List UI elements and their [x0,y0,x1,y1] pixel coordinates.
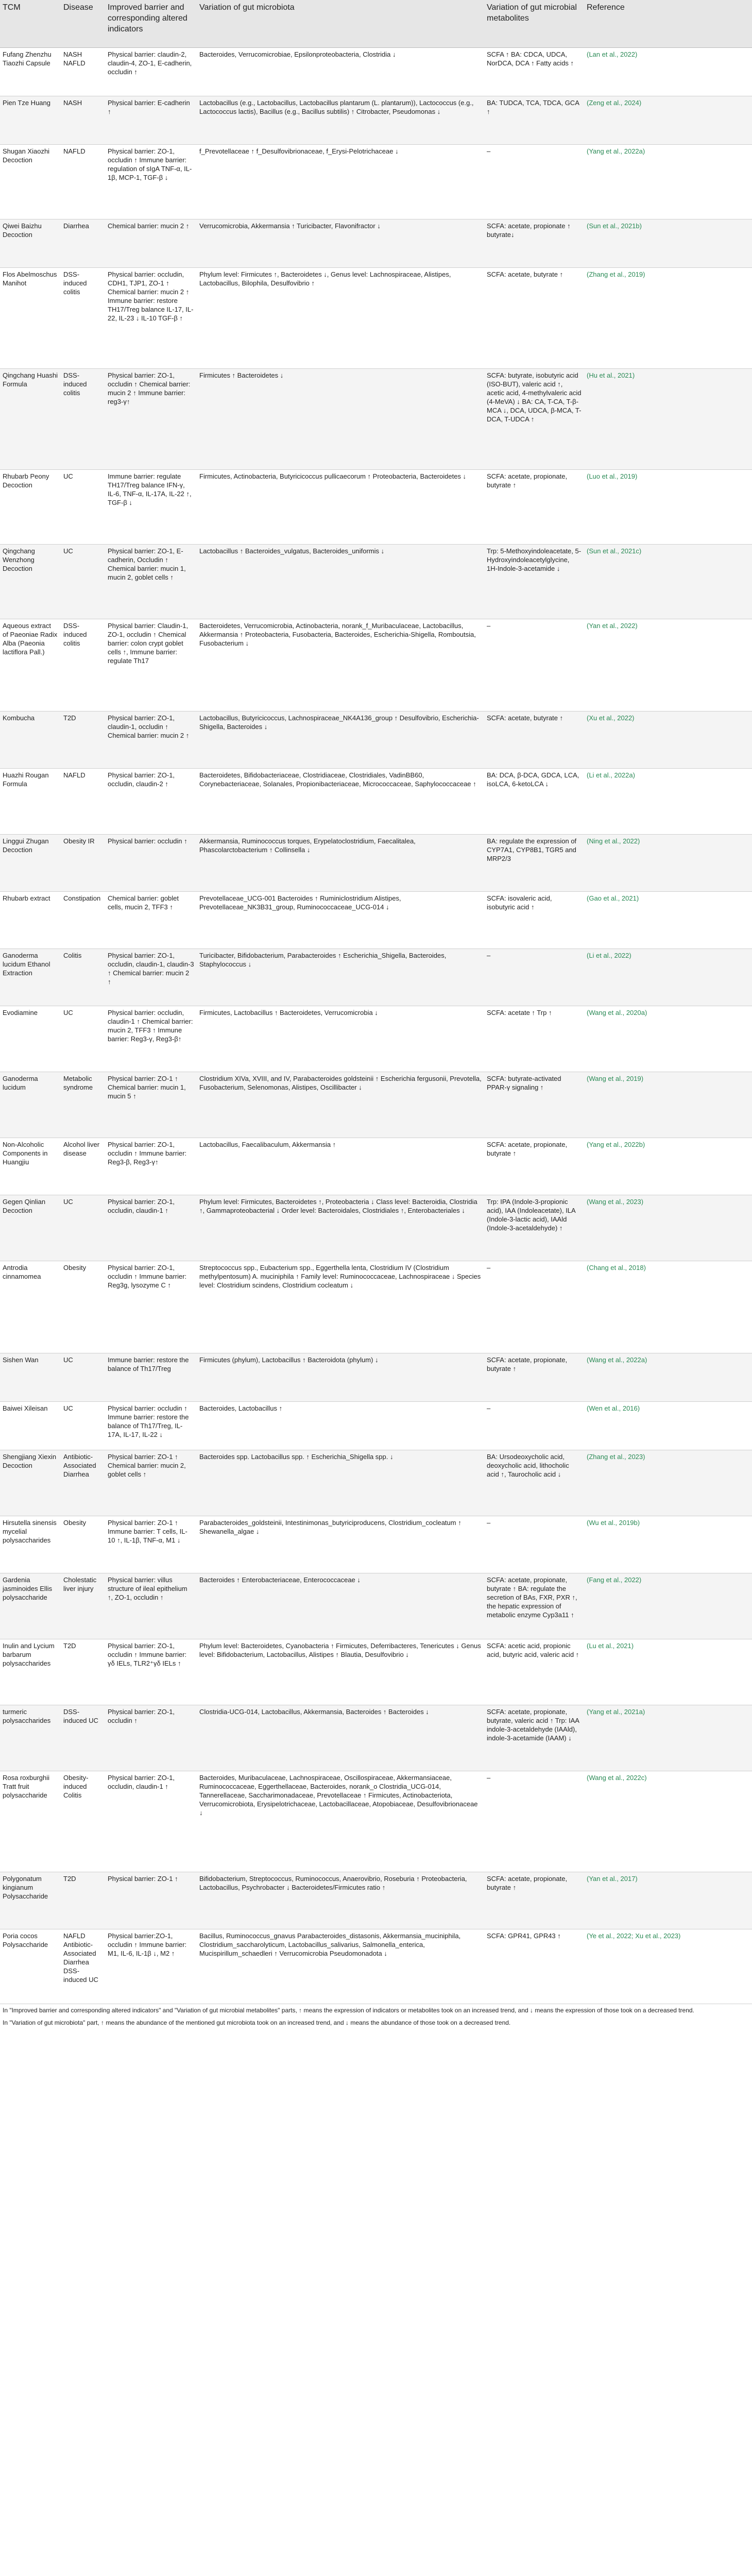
cell-microbiota: Parabacteroides_goldsteinii, Intestinimonas_butyriciproducens, Clostridium_cocleatum ↑ Shewanella_algae ↓ [197,1516,484,1573]
cell-reference[interactable]: (Wu et al., 2019b) [584,1516,752,1573]
cell-microbiota: Verrucomicrobia, Akkermansia ↑ Turicibacter, Flavonifractor ↓ [197,219,484,268]
table-row [0,892,752,949]
cell-metabolites: Trp: 5-Methoxyindoleacetate, 5-Hydroxyindoleacetylglycine, 1H-Indole-3-acetamide ↓ [484,545,584,619]
cell-metabolites: BA: TUDCA, TCA, TDCA, GCA ↑ [484,96,584,145]
cell-tcm: Shugan Xiaozhi Decoction [0,145,61,219]
cell-tcm: Rhubarb Peony Decoction [0,470,61,545]
cell-microbiota: Firmicutes, Lactobacillus ↑ Bacteroidetes, Verrucomicrobia ↓ [197,1006,484,1072]
cell-barrier: Chemical barrier: goblet cells, mucin 2, TFF3 ↑ [105,892,197,949]
table-row [0,1195,752,1261]
table-row [0,949,752,1006]
cell-metabolites: SCFA: acetic acid, propionic acid, butyric acid, valeric acid ↑ [484,1639,584,1705]
cell-disease: UC [61,1195,105,1261]
cell-tcm: Inulin and Lycium barbarum polysaccharides [0,1639,61,1705]
cell-microbiota: Phylum level: Bacteroidetes, Cyanobacteria ↑ Firmicutes, Deferribacteres, Tenericutes ↓ Genus level: Bifidobacterium, Lactobacillus, Alistipes ↑ Blautia, Desulfovibrio ↓ [197,1639,484,1705]
table-row [0,1072,752,1138]
cell-microbiota: Bacillus, Ruminococcus_gnavus Parabacteroides_distasonis, Akkermansia_muciniphila, Clostridium_saccharolyticum, Lactobacillus_salivarius, Salmonella_enterica, Mucispirillum_schaedleri ↑ Verrucomicrobia Pseudomonadota ↓ [197,1929,484,2004]
table-row [0,1450,752,1516]
table-row [0,1353,752,1402]
cell-reference[interactable]: (Sun et al., 2021b) [584,219,752,268]
table-row [0,1006,752,1072]
cell-tcm: Qiwei Baizhu Decoction [0,219,61,268]
header-metabolites: Variation of gut microbial metabolites [484,0,584,48]
cell-metabolites: BA: regulate the expression of CYP7A1, CYP8B1, TGR5 and MRP2/3 [484,835,584,892]
cell-barrier: Physical barrier: occludin, CDH1, TJP1, ZO-1 ↑ Chemical barrier: mucin 2 ↑ Immune barrier: restore TH17/Treg balance IL-17, IL-22, IL-23 ↓ IL-10 TGF-β ↑ [105,268,197,369]
cell-microbiota: f_Prevotellaceae ↑ f_Desulfovibrionaceae, f_Erysi-Pelotrichaceae ↓ [197,145,484,219]
cell-microbiota: Lactobacillus ↑ Bacteroides_vulgatus, Bacteroides_uniformis ↓ [197,545,484,619]
cell-tcm: Ganoderma lucidum Ethanol Extraction [0,949,61,1006]
cell-barrier: Physical barrier: ZO-1 ↑ Chemical barrier: mucin 1, mucin 5 ↑ [105,1072,197,1138]
cell-reference[interactable]: (Li et al., 2022a) [584,769,752,835]
cell-disease: Constipation [61,892,105,949]
cell-tcm: Gardenia jasminoides Ellis polysaccharide [0,1573,61,1639]
table-row [0,1516,752,1573]
cell-metabolites: SCFA: acetate, butyrate ↑ [484,268,584,369]
cell-metabolites: SCFA: acetate, propionate, butyrate ↑ [484,1138,584,1195]
table-note-2: In "Variation of gut microbiota" part, ↑ means the abundance of the mentioned gut microbiota took on an increased trend, and ↓ means the abundance of those took on a decreased trend. [3,2019,511,2026]
cell-reference[interactable]: (Yang et al., 2021a) [584,1705,752,1771]
cell-metabolites: – [484,1516,584,1573]
cell-tcm: Huazhi Rougan Formula [0,769,61,835]
cell-disease: DSS-induced UC [61,1705,105,1771]
header-barrier: Improved barrier and corresponding altered indicators [105,0,197,48]
header-reference: Reference [584,0,752,48]
cell-tcm: Baiwei Xileisan [0,1402,61,1450]
cell-microbiota: Bacteroides, Verrucomicrobiae, Epsilonproteobacteria, Clostridia ↓ [197,48,484,96]
cell-reference[interactable]: (Yang et al., 2022b) [584,1138,752,1195]
cell-tcm: Antrodia cinnamomea [0,1261,61,1353]
cell-metabolites: SCFA: butyrate, isobutyric acid (ISO-BUT), valeric acid ↑, acetic acid, 4-methylvaleric acid (4-MeVA) ↓ BA: CA, T-CA, T-β-MCA ↓, DCA, UDCA, β-MCA, T-DCA, T-UDCA ↑ [484,369,584,470]
table-header-row [0,0,752,48]
cell-tcm: Kombucha [0,711,61,769]
table-row [0,369,752,470]
cell-reference[interactable]: (Luo et al., 2019) [584,470,752,545]
cell-microbiota: Phylum level: Firmicutes, Bacteroidetes ↑, Proteobacteria ↓ Class level: Bacteroidia, Clostridia ↑, Gammaproteobacterial ↓ Order level: Bacteroidales, Clostridiales ↑, Enterobacteriales ↓ [197,1195,484,1261]
cell-microbiota: Bacteroides, Lactobacillus ↑ [197,1402,484,1450]
cell-microbiota: Clostridia-UCG-014, Lactobacillus, Akkermansia, Bacteroides ↑ Bacteroides ↓ [197,1705,484,1771]
cell-barrier: Physical barrier: ZO-1 ↑ Immune barrier: T cells, IL-10 ↑, IL-1β, TNF-α, M1 ↓ [105,1516,197,1573]
header-microbiota: Variation of gut microbiota [197,0,484,48]
table-row [0,1138,752,1195]
cell-microbiota: Bifidobacterium, Streptococcus, Ruminococcus, Anaerovibrio, Roseburia ↑ Proteobacteria, Lactobacillus, Psychrobacter ↓ Bacteroidetes/Firmicutes ratio ↑ [197,1872,484,1929]
cell-reference[interactable]: (Ning et al., 2022) [584,835,752,892]
cell-tcm: Sishen Wan [0,1353,61,1402]
cell-metabolites: SCFA: acetate, propionate, butyrate ↑ [484,470,584,545]
cell-barrier: Immune barrier: restore the balance of Th17/Treg [105,1353,197,1402]
cell-tcm: Gegen Qinlian Decoction [0,1195,61,1261]
cell-microbiota: Clostridium XIVa, XVIII, and IV, Parabacteroides goldsteinii ↑ Escherichia fergusonii, Prevotella, Fusobacterium, Selenomonas, Alistipes, Oscillibacter ↓ [197,1072,484,1138]
cell-reference[interactable]: (Wang et al., 2019) [584,1072,752,1138]
cell-metabolites: SCFA: acetate, butyrate ↑ [484,711,584,769]
cell-metabolites: – [484,1261,584,1353]
cell-disease: UC [61,545,105,619]
cell-barrier: Physical barrier: ZO-1, occludin, claudin-1 ↑ [105,1195,197,1261]
cell-metabolites: SCFA: acetate ↑ Trp ↑ [484,1006,584,1072]
cell-tcm: Ganoderma lucidum [0,1072,61,1138]
cell-metabolites: SCFA: acetate, propionate, butyrate ↑ [484,1872,584,1929]
cell-tcm: Aqueous extract of Paeoniae Radix Alba (Paeonia lactiflora Pall.) [0,619,61,711]
cell-microbiota: Bacteroides ↑ Enterobacteriaceae, Enterococcaceae ↓ [197,1573,484,1639]
cell-disease: T2D [61,711,105,769]
cell-microbiota: Lactobacillus, Faecalibaculum, Akkermansia ↑ [197,1138,484,1195]
cell-reference[interactable]: (Wang et al., 2022c) [584,1771,752,1872]
table-row [0,1705,752,1771]
cell-microbiota: Phylum level: Firmicutes ↑, Bacteroidetes ↓, Genus level: Lachnospiraceae, Alistipes, Lactobacillus, Bilophila, Desulfovibrio ↑ [197,268,484,369]
cell-reference[interactable]: (Fang et al., 2022) [584,1573,752,1639]
cell-reference[interactable]: (Hu et al., 2021) [584,369,752,470]
cell-microbiota: Firmicutes, Actinobacteria, Butyricicoccus pullicaecorum ↑ Proteobacteria, Bacteroidetes ↓ [197,470,484,545]
cell-disease: NAFLD [61,145,105,219]
cell-reference[interactable]: (Yan et al., 2017) [584,1872,752,1929]
cell-reference[interactable]: (Zeng et al., 2024) [584,96,752,145]
cell-reference[interactable]: (Ye et al., 2022; Xu et al., 2023) [584,1929,752,2004]
cell-reference[interactable]: (Sun et al., 2021c) [584,545,752,619]
cell-disease: Obesity [61,1516,105,1573]
table-row [0,619,752,711]
cell-disease: UC [61,1402,105,1450]
cell-reference[interactable]: (Lan et al., 2022) [584,48,752,96]
cell-tcm: Shengjiang Xiexin Decoction [0,1450,61,1516]
cell-disease: UC [61,1353,105,1402]
cell-disease: Alcohol liver disease [61,1138,105,1195]
cell-microbiota: Bacteroides spp. Lactobacillus spp. ↑ Escherichia_Shigella spp. ↓ [197,1450,484,1516]
cell-tcm: turmeric polysaccharides [0,1705,61,1771]
table-row [0,1639,752,1705]
cell-barrier: Physical barrier: claudin-2, claudin-4, ZO-1, E-cadherin, occludin ↑ [105,48,197,96]
cell-disease: Colitis [61,949,105,1006]
cell-barrier: Physical barrier: ZO-1, occludin ↑ Chemical barrier: mucin 2 ↑ Immune barrier: reg3-γ↑ [105,369,197,470]
cell-microbiota: Bacteroidetes, Bifidobacteriaceae, Clostridiaceae, Clostridiales, VadinBB60, Corynebacteriaceae, Solanales, Propionibacteriaceae, Micrococcaceae, Saphylococcaceae ↑ [197,769,484,835]
cell-barrier: Physical barrier: villus structure of ileal epithelium ↑, ZO-1, occludin ↑ [105,1573,197,1639]
table-row [0,1573,752,1639]
cell-metabolites: – [484,145,584,219]
cell-disease: Metabolic syndrome [61,1072,105,1138]
cell-tcm: Rosa roxburghii Tratt fruit polysaccharide [0,1771,61,1872]
cell-tcm: Rhubarb extract [0,892,61,949]
table-row [0,711,752,769]
cell-tcm: Qingchang Wenzhong Decoction [0,545,61,619]
cell-barrier: Immune barrier: regulate TH17/Treg balance IFN-γ, IL-6, TNF-α, IL-17A, IL-22 ↑, TGF-β ↓ [105,470,197,545]
cell-metabolites: Trp: IPA (Indole-3-propionic acid), IAA (Indoleacetate), ILA (Indole-3-lactic acid), IAAld (Indole-3-acetaldehyde) ↑ [484,1195,584,1261]
cell-microbiota: Firmicutes ↑ Bacteroidetes ↓ [197,369,484,470]
cell-metabolites: BA: Ursodeoxycholic acid, deoxycholic acid, lithocholic acid ↑, Taurocholic acid ↓ [484,1450,584,1516]
cell-reference[interactable]: (Xu et al., 2022) [584,711,752,769]
cell-reference[interactable]: (Yan et al., 2022) [584,619,752,711]
cell-reference[interactable]: (Li et al., 2022) [584,949,752,1006]
header-disease: Disease [61,0,105,48]
cell-metabolites: – [484,949,584,1006]
cell-reference[interactable]: (Wang et al., 2022a) [584,1353,752,1402]
cell-tcm: Qingchang Huashi Formula [0,369,61,470]
cell-metabolites: SCFA: isovaleric acid, isobutyric acid ↑ [484,892,584,949]
table-row [0,1872,752,1929]
cell-reference[interactable]: (Wang et al., 2020a) [584,1006,752,1072]
cell-barrier: Physical barrier:ZO-1, occludin ↑ Immune barrier: M1, IL-6, IL-1β ↓, M2 ↑ [105,1929,197,2004]
cell-microbiota: Lactobacillus (e.g., Lactobacillus, Lactobacillus plantarum (L. plantarum)), Lactococcus (e.g., Lactococcus lactis), Bacillus (e.g., Bacillus subtilis) ↑ Citrobacter, Pseudomonas ↓ [197,96,484,145]
cell-disease: NAFLD [61,769,105,835]
cell-tcm: Linggui Zhugan Decoction [0,835,61,892]
cell-barrier: Physical barrier: ZO-1 ↑ Chemical barrier: mucin 2, goblet cells ↑ [105,1450,197,1516]
cell-tcm: Hirsutella sinensis mycelial polysaccharides [0,1516,61,1573]
cell-disease: UC [61,470,105,545]
cell-barrier: Physical barrier: ZO-1, occludin, claudin-1, claudin-3 ↑ Chemical barrier: mucin 2 ↑ [105,949,197,1006]
cell-metabolites: SCFA: acetate, propionate, butyrate, valeric acid ↑ Trp: IAA indole-3-acetaldehyde (IAAld), indole-3-acetamide (IAAM) ↓ [484,1705,584,1771]
table-row [0,1402,752,1450]
cell-tcm: Pien Tze Huang [0,96,61,145]
cell-barrier: Physical barrier: ZO-1, claudin-1, occludin ↑ Chemical barrier: mucin 2 ↑ [105,711,197,769]
cell-reference[interactable]: (Zhang et al., 2023) [584,1450,752,1516]
cell-barrier: Physical barrier: occludin, claudin-1 ↑ Chemical barrier: mucin 2, TFF3 ↑ Immune barrier: Reg3-γ, Reg3-β↑ [105,1006,197,1072]
table-row [0,545,752,619]
cell-disease: Diarrhea [61,219,105,268]
cell-barrier: Physical barrier: ZO-1, occludin ↑ Immune barrier: Reg3-β, Reg3-γ↑ [105,1138,197,1195]
cell-tcm: Poria cocos Polysaccharide [0,1929,61,2004]
cell-disease: NASH [61,96,105,145]
cell-microbiota: Akkermansia, Ruminococcus torques, Erypelatoclostridium, Faecalitalea, Phascolarctobacterium ↑ Collinsella ↓ [197,835,484,892]
cell-disease: DSS-induced colitis [61,268,105,369]
cell-barrier: Physical barrier: ZO-1, occludin, claudin-1 ↑ [105,1771,197,1872]
cell-reference[interactable]: (Lu et al., 2021) [584,1639,752,1705]
cell-barrier: Physical barrier: ZO-1, occludin ↑ Immune barrier: γδ IELs, TLR2⁺γδ IELs ↑ [105,1639,197,1705]
cell-reference[interactable]: (Chang et al., 2018) [584,1261,752,1353]
cell-disease: NAFLD Antibiotic-Associated Diarrhea DSS-induced UC [61,1929,105,2004]
table-row [0,145,752,219]
table-row [0,219,752,268]
cell-reference[interactable]: (Wen et al., 2016) [584,1402,752,1450]
cell-disease: T2D [61,1639,105,1705]
cell-microbiota: Firmicutes (phylum), Lactobacillus ↑ Bacteroidota (phylum) ↓ [197,1353,484,1402]
cell-metabolites: SCFA ↑ BA: CDCA, UDCA, NorDCA, DCA ↑ Fatty acids ↑ [484,48,584,96]
table-row [0,96,752,145]
cell-metabolites: – [484,1771,584,1872]
cell-barrier: Physical barrier: Claudin-1, ZO-1, occludin ↑ Chemical barrier: colon crypt goblet cells ↑, Immune barrier: regulate Th17 [105,619,197,711]
cell-metabolites: SCFA: acetate, propionate, butyrate ↑ [484,1353,584,1402]
cell-barrier: Physical barrier: E-cadherin ↑ [105,96,197,145]
cell-microbiota: Bacteroides, Muribaculaceae, Lachnospiraceae, Oscillospiraceae, Akkermansiaceae, Ruminococcaceae, Eggerthellaceae, Bacteroides, norank_o Clostridia_UCG-014, Tannerellaceae, Saccharimonadaceae, Prevotellaceae ↑ Firmicutes, Actinobacteriota, Verrucomicrobiota, Erysipelotrichaceae, Lactobacillaceae, Atopobiaceae, Desulfovibrionaceae ↓ [197,1771,484,1872]
table-row [0,835,752,892]
cell-tcm: Evodiamine [0,1006,61,1072]
cell-barrier: Physical barrier: occludin ↑ [105,835,197,892]
table-row [0,1261,752,1353]
cell-barrier: Physical barrier: occludin ↑ Immune barrier: restore the balance of Th17/Treg, IL-17A, IL-17, IL-22 ↓ [105,1402,197,1450]
cell-microbiota: Prevotellaceae_UCG-001 Bacteroides ↑ Ruminiclostridium Alistipes, Prevotellaceae_NK3B31_group, Ruminococcaceae_UCG-014 ↓ [197,892,484,949]
cell-disease: UC [61,1006,105,1072]
cell-microbiota: Turicibacter, Bifidobacterium, Parabacteroides ↑ Escherichia_Shigella, Bacteroides, Staphylococcus ↓ [197,949,484,1006]
cell-microbiota: Lactobacillus, Butyricicoccus, Lachnospiraceae_NK4A136_group ↑ Desulfovibrio, Escherichia-Shigella, Bacteroides ↓ [197,711,484,769]
cell-barrier: Physical barrier: ZO-1 ↑ [105,1872,197,1929]
cell-barrier: Physical barrier: ZO-1, occludin, claudin-2 ↑ [105,769,197,835]
cell-tcm: Polygonatum kingianum Polysaccharide [0,1872,61,1929]
cell-disease: Cholestatic liver injury [61,1573,105,1639]
table-note-1: In "Improved barrier and corresponding altered indicators" and "Variation of gut microbial metabolites" parts, ↑ means the expression of indicators or metabolites took on an increased trend, and ↓ means the expression of those took on a decreased trend. [3,2007,694,2014]
cell-tcm: Fufang Zhenzhu Tiaozhi Capsule [0,48,61,96]
cell-metabolites: SCFA: acetate, propionate ↑ butyrate↓ [484,219,584,268]
cell-reference[interactable]: (Gao et al., 2021) [584,892,752,949]
cell-disease: Antibiotic-Associated Diarrhea [61,1450,105,1516]
cell-disease: Obesity [61,1261,105,1353]
cell-disease: T2D [61,1872,105,1929]
cell-barrier: Physical barrier: ZO-1, occludin ↑ Immune barrier: regulation of sIgA TNF-α, IL-1β, MCP-1, TGF-β ↓ [105,145,197,219]
cell-metabolites: SCFA: acetate, propionate, butyrate ↑ BA: regulate the secretion of BAs, FXR, PXR ↑, the hepatic expression of metabolic enzyme Cyp3a11 ↑ [484,1573,584,1639]
cell-reference[interactable]: (Yang et al., 2022a) [584,145,752,219]
cell-disease: NASH NAFLD [61,48,105,96]
cell-barrier: Chemical barrier: mucin 2 ↑ [105,219,197,268]
cell-barrier: Physical barrier: ZO-1, E-cadherin, Occludin ↑ Chemical barrier: mucin 1, mucin 2, goblet cells ↑ [105,545,197,619]
cell-disease: DSS-induced colitis [61,619,105,711]
table-row [0,268,752,369]
cell-barrier: Physical barrier: ZO-1, occludin ↑ Immune barrier: Reg3g, lysozyme C ↑ [105,1261,197,1353]
table-row [0,1929,752,2004]
cell-microbiota: Streptococcus spp., Eubacterium spp., Eggerthella lenta, Clostridium IV (Clostridium methylpentosum) A. muciniphila ↑ Family level: Ruminococcaceae, Lachnospiraceae ↓ Species level: Clostridium scindens, Clostridium cocleatum ↓ [197,1261,484,1353]
cell-tcm: Flos Abelmoschus Manihot [0,268,61,369]
cell-metabolites: – [484,619,584,711]
cell-reference[interactable]: (Wang et al., 2023) [584,1195,752,1261]
table-row [0,769,752,835]
cell-metabolites: SCFA: butyrate-activated PPAR-γ signaling ↑ [484,1072,584,1138]
cell-reference[interactable]: (Zhang et al., 2019) [584,268,752,369]
table-row [0,48,752,96]
table-row [0,1771,752,1872]
cell-metabolites: SCFA: GPR41, GPR43 ↑ [484,1929,584,2004]
cell-disease: Obesity-induced Colitis [61,1771,105,1872]
cell-disease: DSS-induced colitis [61,369,105,470]
cell-metabolites: – [484,1402,584,1450]
table-row [0,470,752,545]
header-tcm: TCM [0,0,61,48]
cell-disease: Obesity IR [61,835,105,892]
cell-metabolites: BA: DCA, β-DCA, GDCA, LCA, isoLCA, 6-ketoLCA ↓ [484,769,584,835]
cell-barrier: Physical barrier: ZO-1, occludin ↑ [105,1705,197,1771]
cell-tcm: Non-Alcoholic Components in Huangjiu [0,1138,61,1195]
cell-microbiota: Bacteroidetes, Verrucomicrobia, Actinobacteria, norank_f_Muribaculaceae, Lactobacillus, Akkermansia ↑ Proteobacteria, Fusobacteria, Bacteroides, Escherichia-Shigella, Romboutsia, Fusobacterium ↓ [197,619,484,711]
